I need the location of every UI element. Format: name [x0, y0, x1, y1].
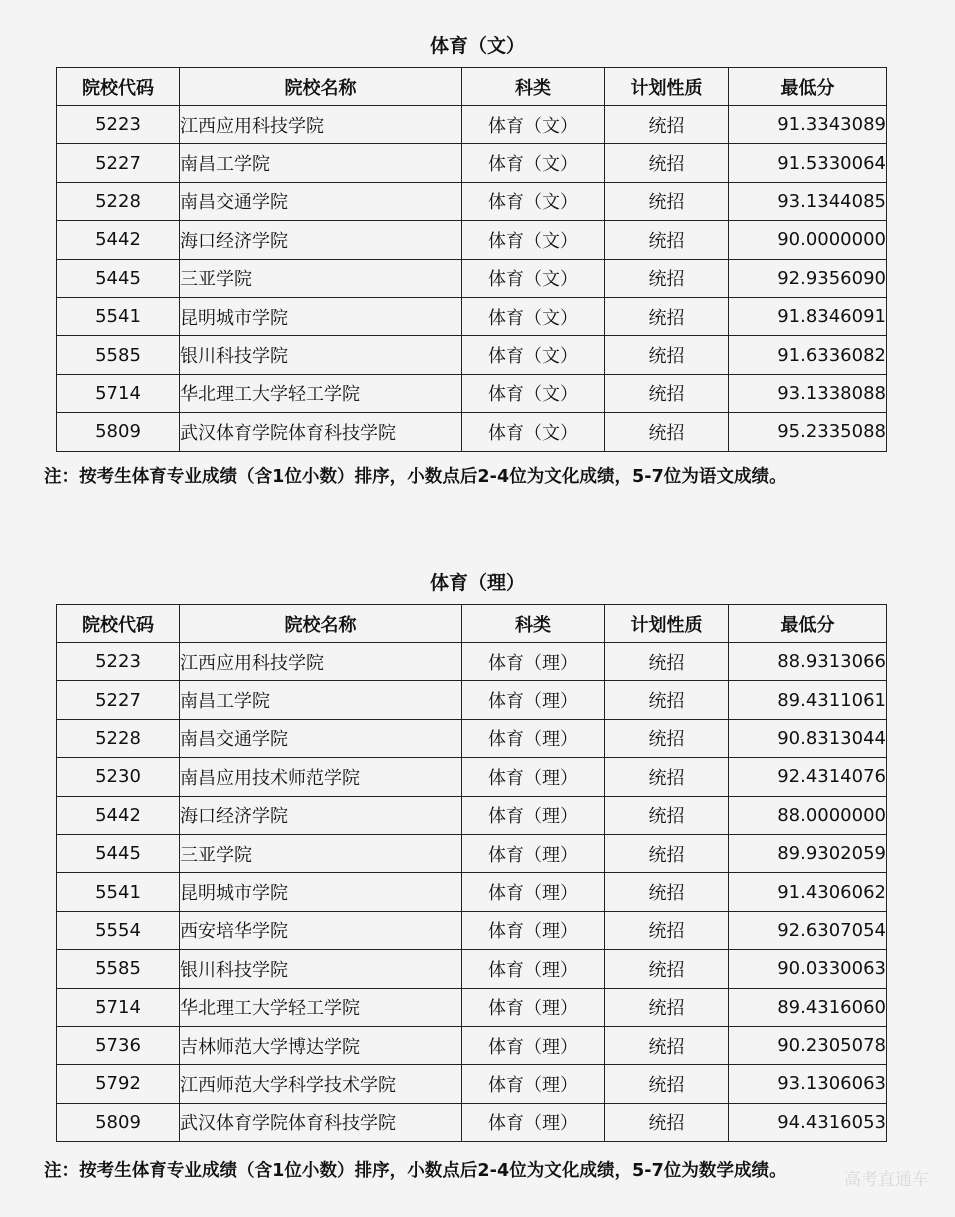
cell-min-score: 95.2335088: [729, 413, 887, 451]
table-row: [57, 873, 887, 911]
cell-min-score: 93.1306063: [729, 1065, 887, 1103]
cell-school-name: 银川科技学院: [180, 950, 462, 988]
cell-min-score: 91.8346091: [729, 297, 887, 335]
cell-plan: 统招: [605, 719, 729, 757]
cell-category: 体育（文）: [462, 413, 605, 451]
cell-min-score: 91.3343089: [729, 106, 887, 144]
cell-category: 体育（理）: [462, 911, 605, 949]
cell-code: 5809: [57, 413, 180, 451]
table-row: [57, 681, 887, 719]
cell-school-name: 武汉体育学院体育科技学院: [180, 413, 462, 451]
section-title: 体育（理）: [429, 572, 525, 594]
table-row: [57, 758, 887, 796]
cell-code: 5585: [57, 336, 180, 374]
cell-plan: 统招: [605, 1026, 729, 1064]
cell-code: 5792: [57, 1065, 180, 1103]
cell-category: 体育（文）: [462, 336, 605, 374]
cell-min-score: 92.6307054: [729, 911, 887, 949]
cell-category: 体育（理）: [462, 1026, 605, 1064]
cell-code: 5227: [57, 681, 180, 719]
cell-school-name: 南昌交通学院: [180, 182, 462, 220]
cell-school-name: 南昌工学院: [180, 144, 462, 182]
cell-min-score: 93.1338088: [729, 374, 887, 412]
table-row: [57, 374, 887, 412]
cell-plan: 统招: [605, 796, 729, 834]
table-row: [57, 221, 887, 259]
cell-school-name: 海口经济学院: [180, 221, 462, 259]
cell-code: 5228: [57, 182, 180, 220]
cell-code: 5223: [57, 643, 180, 681]
note-science: 注：按考生体育专业成绩（含1位小数）排序，小数点后2-4位为文化成绩，5-7位为数学成绩。: [44, 1161, 787, 1181]
table-row: [57, 643, 887, 681]
cell-min-score: 89.4311061: [729, 681, 887, 719]
cell-code: 5228: [57, 719, 180, 757]
cell-category: 体育（理）: [462, 796, 605, 834]
cell-plan: 统招: [605, 336, 729, 374]
cell-min-score: 88.0000000: [729, 796, 887, 834]
table-header-row: [57, 68, 887, 106]
cell-code: 5445: [57, 259, 180, 297]
table-row: [57, 144, 887, 182]
cell-category: 体育（理）: [462, 1065, 605, 1103]
cell-code: 5442: [57, 221, 180, 259]
cell-category: 体育（理）: [462, 681, 605, 719]
cell-code: 5445: [57, 834, 180, 872]
cell-min-score: 91.6336082: [729, 336, 887, 374]
cell-category: 体育（理）: [462, 834, 605, 872]
cell-school-name: 江西应用科技学院: [180, 643, 462, 681]
cell-min-score: 90.0330063: [729, 950, 887, 988]
section-title: 体育（文）: [429, 35, 525, 57]
admission-table-science: [56, 604, 887, 1142]
cell-category: 体育（文）: [462, 144, 605, 182]
table-row: [57, 719, 887, 757]
cell-code: 5442: [57, 796, 180, 834]
cell-school-name: 三亚学院: [180, 834, 462, 872]
cell-plan: 统招: [605, 1065, 729, 1103]
cell-plan: 统招: [605, 834, 729, 872]
cell-min-score: 93.1344085: [729, 182, 887, 220]
cell-plan: 统招: [605, 297, 729, 335]
cell-code: 5223: [57, 106, 180, 144]
cell-min-score: 89.4316060: [729, 988, 887, 1026]
cell-plan: 统招: [605, 873, 729, 911]
cell-code: 5714: [57, 374, 180, 412]
header-code: 院校代码: [57, 68, 180, 106]
cell-min-score: 90.2305078: [729, 1026, 887, 1064]
cell-min-score: 88.9313066: [729, 643, 887, 681]
cell-school-name: 江西应用科技学院: [180, 106, 462, 144]
cell-category: 体育（理）: [462, 873, 605, 911]
header-plan: 计划性质: [605, 68, 729, 106]
table-row: [57, 297, 887, 335]
header-category: 科类: [462, 68, 605, 106]
cell-plan: 统招: [605, 259, 729, 297]
cell-plan: 统招: [605, 182, 729, 220]
cell-min-score: 92.4314076: [729, 758, 887, 796]
cell-plan: 统招: [605, 988, 729, 1026]
cell-school-name: 江西师范大学科学技术学院: [180, 1065, 462, 1103]
cell-school-name: 武汉体育学院体育科技学院: [180, 1103, 462, 1141]
table-row: [57, 911, 887, 949]
header-min-score: 最低分: [729, 605, 887, 643]
cell-plan: 统招: [605, 413, 729, 451]
cell-code: 5541: [57, 873, 180, 911]
cell-category: 体育（文）: [462, 374, 605, 412]
cell-min-score: 94.4316053: [729, 1103, 887, 1141]
cell-plan: 统招: [605, 681, 729, 719]
cell-code: 5585: [57, 950, 180, 988]
cell-plan: 统招: [605, 1103, 729, 1141]
cell-school-name: 昆明城市学院: [180, 873, 462, 911]
cell-plan: 统招: [605, 950, 729, 988]
cell-min-score: 91.5330064: [729, 144, 887, 182]
cell-school-name: 南昌交通学院: [180, 719, 462, 757]
table-row: [57, 950, 887, 988]
cell-category: 体育（理）: [462, 950, 605, 988]
cell-school-name: 银川科技学院: [180, 336, 462, 374]
table-header-row: [57, 605, 887, 643]
cell-code: 5736: [57, 1026, 180, 1064]
cell-code: 5227: [57, 144, 180, 182]
cell-category: 体育（文）: [462, 221, 605, 259]
header-plan: 计划性质: [605, 605, 729, 643]
cell-school-name: 南昌应用技术师范学院: [180, 758, 462, 796]
cell-code: 5714: [57, 988, 180, 1026]
table-row: [57, 413, 887, 451]
cell-plan: 统招: [605, 106, 729, 144]
table-row: [57, 988, 887, 1026]
admission-table-arts: [56, 67, 887, 452]
header-name: 院校名称: [180, 605, 462, 643]
cell-school-name: 海口经济学院: [180, 796, 462, 834]
cell-code: 5230: [57, 758, 180, 796]
cell-min-score: 90.0000000: [729, 221, 887, 259]
table-row: [57, 336, 887, 374]
cell-min-score: 91.4306062: [729, 873, 887, 911]
table-row: [57, 182, 887, 220]
header-name: 院校名称: [180, 68, 462, 106]
table-row: [57, 1103, 887, 1141]
cell-min-score: 89.9302059: [729, 834, 887, 872]
cell-category: 体育（理）: [462, 988, 605, 1026]
cell-code: 5554: [57, 911, 180, 949]
cell-school-name: 西安培华学院: [180, 911, 462, 949]
cell-category: 体育（理）: [462, 719, 605, 757]
cell-school-name: 南昌工学院: [180, 681, 462, 719]
header-category: 科类: [462, 605, 605, 643]
cell-school-name: 昆明城市学院: [180, 297, 462, 335]
header-min-score: 最低分: [729, 68, 887, 106]
table-row: [57, 834, 887, 872]
table-row: [57, 259, 887, 297]
table-row: [57, 106, 887, 144]
cell-plan: 统招: [605, 221, 729, 259]
watermark: 高考直通车: [844, 1170, 929, 1190]
cell-code: 5541: [57, 297, 180, 335]
cell-category: 体育（文）: [462, 259, 605, 297]
cell-plan: 统招: [605, 758, 729, 796]
cell-min-score: 90.8313044: [729, 719, 887, 757]
cell-category: 体育（文）: [462, 106, 605, 144]
cell-category: 体育（文）: [462, 182, 605, 220]
cell-school-name: 三亚学院: [180, 259, 462, 297]
table-row: [57, 1026, 887, 1064]
cell-school-name: 吉林师范大学博达学院: [180, 1026, 462, 1064]
cell-plan: 统招: [605, 374, 729, 412]
cell-plan: 统招: [605, 144, 729, 182]
header-code: 院校代码: [57, 605, 180, 643]
cell-category: 体育（理）: [462, 758, 605, 796]
cell-category: 体育（文）: [462, 297, 605, 335]
cell-school-name: 华北理工大学轻工学院: [180, 988, 462, 1026]
table-row: [57, 796, 887, 834]
note-arts: 注：按考生体育专业成绩（含1位小数）排序，小数点后2-4位为文化成绩，5-7位为语文成绩。: [44, 467, 787, 487]
cell-category: 体育（理）: [462, 643, 605, 681]
cell-code: 5809: [57, 1103, 180, 1141]
table-row: [57, 1065, 887, 1103]
cell-plan: 统招: [605, 911, 729, 949]
cell-category: 体育（理）: [462, 1103, 605, 1141]
cell-plan: 统招: [605, 643, 729, 681]
cell-min-score: 92.9356090: [729, 259, 887, 297]
cell-school-name: 华北理工大学轻工学院: [180, 374, 462, 412]
